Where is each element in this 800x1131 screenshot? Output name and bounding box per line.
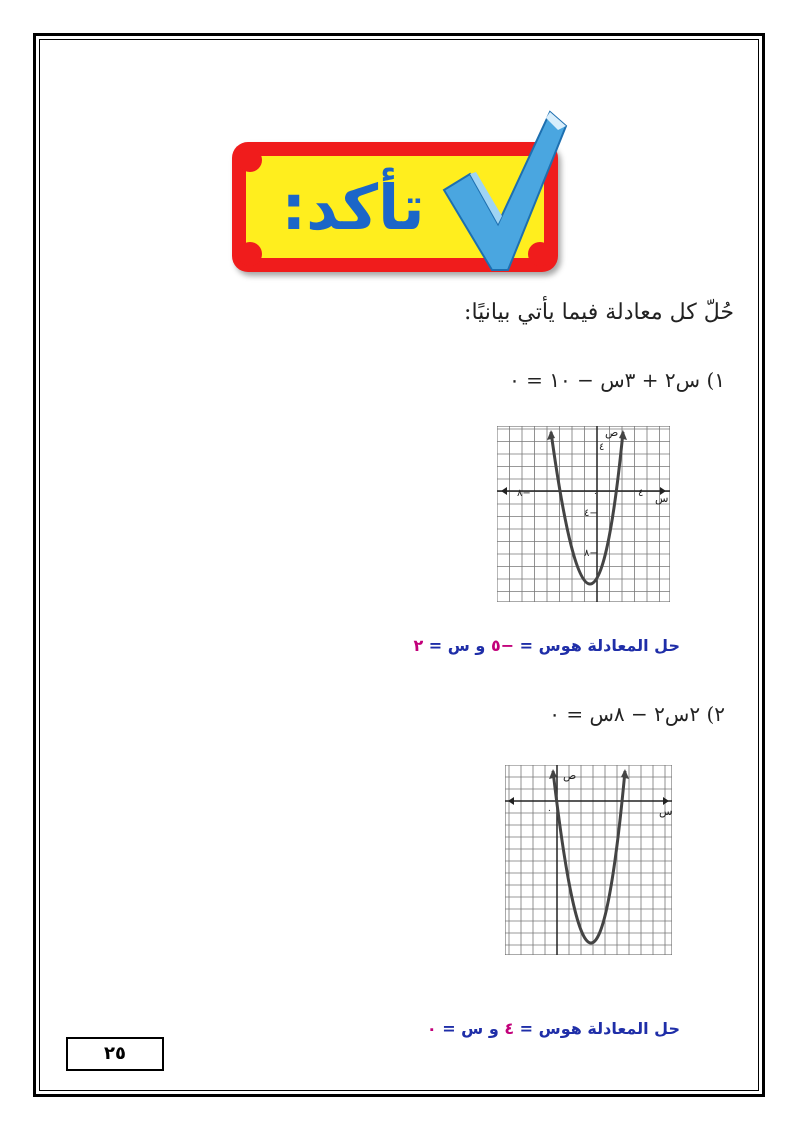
- answer-join: و س =: [436, 1019, 505, 1038]
- parabola-graph-2: [505, 765, 672, 955]
- page-number-box: [66, 1037, 164, 1071]
- answer-prefix: حل المعادلة هوس =: [514, 636, 680, 655]
- x-axis-label: س: [659, 805, 672, 818]
- answer-prefix: حل المعادلة هوس =: [514, 1019, 680, 1038]
- graph-border: [505, 765, 672, 955]
- banner-title: تأكد:: [281, 171, 425, 244]
- answer-value-2: ٢: [413, 636, 424, 655]
- tick-label: ٨−: [517, 488, 531, 499]
- instruction-text: حُلّ كل معادلة فيما يأتي بيانيًا:: [464, 300, 734, 325]
- problem-1: [509, 368, 725, 392]
- problem-number: ١): [706, 368, 725, 392]
- tick-label: ٠: [593, 489, 598, 499]
- tick-label: ٨−: [584, 548, 598, 559]
- parabola-graph-1: [497, 426, 670, 602]
- problem-2: [549, 702, 725, 726]
- checkmark-icon: [440, 104, 570, 274]
- tick-label: ٤: [599, 442, 605, 453]
- page-number: ٢٥: [104, 1043, 126, 1064]
- answer-value-1: −٥: [490, 636, 515, 655]
- answer-2: [427, 1019, 680, 1038]
- problem-equation: س٢ + ٣س − ١٠ = ٠: [509, 368, 701, 392]
- tick-label: ٤−: [584, 508, 598, 519]
- x-axis-label: س: [655, 492, 669, 505]
- answer-1: [413, 636, 680, 655]
- problem-number: ٢): [706, 702, 725, 726]
- tick-label: ٤: [638, 488, 644, 499]
- problem-equation: ٢س٢ − ٨س = ٠: [549, 702, 701, 726]
- y-axis-label: ص: [605, 426, 619, 439]
- banner-corner: [238, 148, 262, 172]
- tick-label: ٠: [547, 806, 552, 816]
- banner-corner: [238, 242, 262, 266]
- answer-value-1: ٤: [504, 1019, 515, 1038]
- answer-value-2: ٠: [426, 1019, 437, 1038]
- y-axis-label: ص: [563, 769, 577, 782]
- answer-join: و س =: [423, 636, 491, 655]
